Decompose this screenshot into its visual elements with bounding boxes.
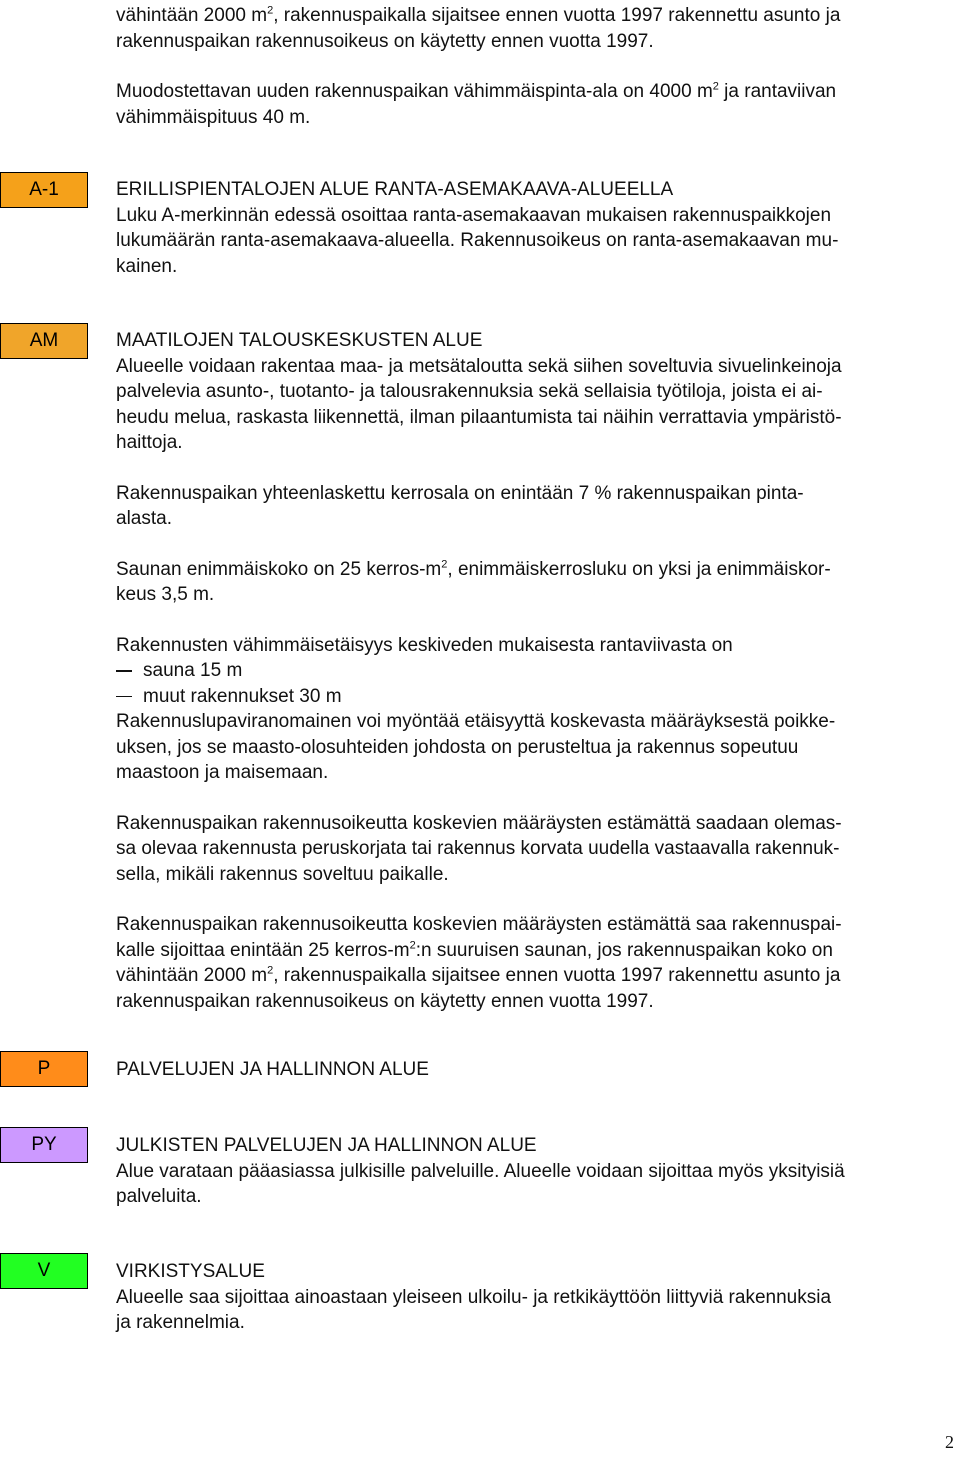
zone-badge-py: PY bbox=[0, 1127, 88, 1163]
zone-am-paragraph-1: Alueelle voidaan rakentaa maa- ja metsätaloutta sekä siihen soveltuvia sivuelinkeinoja palvelevia asunto-, tuotanto- ja talousrakennuksia sekä sellaisia työtiloja, joista ei ai- heudu melua, raskasta liikennettä, ilman pilaantumista tai näihin verrattavia ympäristö- haittoja. bbox=[116, 355, 842, 453]
zone-am-paragraph-4-rest: Rakennuslupaviranomainen voi myöntää etäisyyttä koskevasta määräyksestä poikke- uksen, jos se maasto-olosuhteiden johdosta on perusteltua ja rakennus sopeutuu maastoon ja maisemaan. bbox=[116, 711, 836, 783]
zone-am-section bbox=[116, 328, 956, 1014]
zone-badge-p: P bbox=[0, 1051, 88, 1087]
zone-v-description: Alueelle saa sijoittaa ainoastaan yleiseen ulkoilu- ja retkikäyttöön liittyviä rakennuksia ja rakennelmia. bbox=[116, 1286, 832, 1333]
list-item: sauna 15 m bbox=[116, 658, 956, 684]
zone-p-title: PALVELUJEN JA HALLINNON ALUE bbox=[116, 1059, 429, 1080]
page-number: 2 bbox=[945, 1431, 954, 1452]
intro-paragraph-1: vähintään 2000 $m^2$, rakennuspaikalla sijaitsee ennen vuotta 1997 rakennettu asunto ja rakennuspaikan rakennusoikeus on käytetty ennen vuotta 1997. bbox=[116, 4, 841, 52]
zone-badge-v: V bbox=[0, 1253, 88, 1289]
zone-am-paragraph-2: Rakennuspaikan yhteenlaskettu kerrosala on enintään 7 % rakennuspaikan pinta- alasta. bbox=[116, 482, 804, 529]
zone-a1-section bbox=[116, 177, 956, 279]
zone-py-description: Alue varataan pääasiassa julkisille palveluille. Alueelle voidaan sijoittaa myös yksityisiä palveluita. bbox=[116, 1160, 845, 1207]
zone-am-title: MAATILOJEN TALOUSKESKUSTEN ALUE bbox=[116, 330, 483, 351]
zone-badge-am: AM bbox=[0, 323, 88, 359]
zone-am-paragraph-3: Saunan enimmäiskoko on 25 kerros-$m^2$, enimmäiskerrosluku on yksi ja enimmäiskor- keus 3,5 m. bbox=[116, 558, 831, 605]
intro-section bbox=[116, 3, 956, 130]
zone-a1-description: Luku A-merkinnän edessä osoittaa ranta-asemakaavan mukaisen rakennuspaikkojen lukumäärän ranta-asemakaava-alueella. Rakennusoikeus on ranta-asemakaavan mu- kainen. bbox=[116, 204, 839, 277]
zone-am-paragraph-5: Rakennuspaikan rakennusoikeutta koskevien määräysten estämättä saadaan olemas- sa olevaa rakennusta peruskorjata tai rakennus korvata uudella vastaavalla rakennuk- sella, mikäli rakennus soveltuu paikalle. bbox=[116, 812, 842, 885]
zone-badge-a1: A-1 bbox=[0, 172, 88, 208]
zone-am-paragraph-4: Rakennusten vähimmäisetäisyys keskiveden mukaisesta rantaviivasta on bbox=[116, 634, 733, 656]
zone-p-section bbox=[116, 1057, 956, 1083]
zone-a1-title: ERILLISPIENTALOJEN ALUE RANTA-ASEMAKAAVA-ALUEELLA bbox=[116, 179, 674, 200]
zone-v-section bbox=[116, 1259, 956, 1336]
dash-bullet-icon bbox=[116, 696, 132, 698]
zone-py-title: JULKISTEN PALVELUJEN JA HALLINNON ALUE bbox=[116, 1135, 537, 1156]
intro-paragraph-2: Muodostettavan uuden rakennuspaikan vähimmäispinta-ala on 4000 $m^2$ ja rantaviivan vähimmäispituus 40 m. bbox=[116, 80, 837, 128]
zone-am-paragraph-6: Rakennuspaikan rakennusoikeutta koskevien määräysten estämättä saa rakennuspai- kalle sijoittaa enintään 25 kerros-$m^2:n$ suuruisen saunan, jos rakennuspaikan koko on vähintään 2000 $m^2$, rakennuspaikalla sijaitsee ennen vuotta 1997 rakennettu asunto ja rakennuspaikan rakennusoikeus on käytetty ennen vuotta 1997. bbox=[116, 914, 842, 1012]
zone-v-title: VIRKISTYSALUE bbox=[116, 1261, 265, 1282]
dash-bullet-icon bbox=[116, 670, 132, 672]
list-item: muut rakennukset 30 m bbox=[116, 684, 956, 710]
zone-py-section bbox=[116, 1133, 956, 1210]
